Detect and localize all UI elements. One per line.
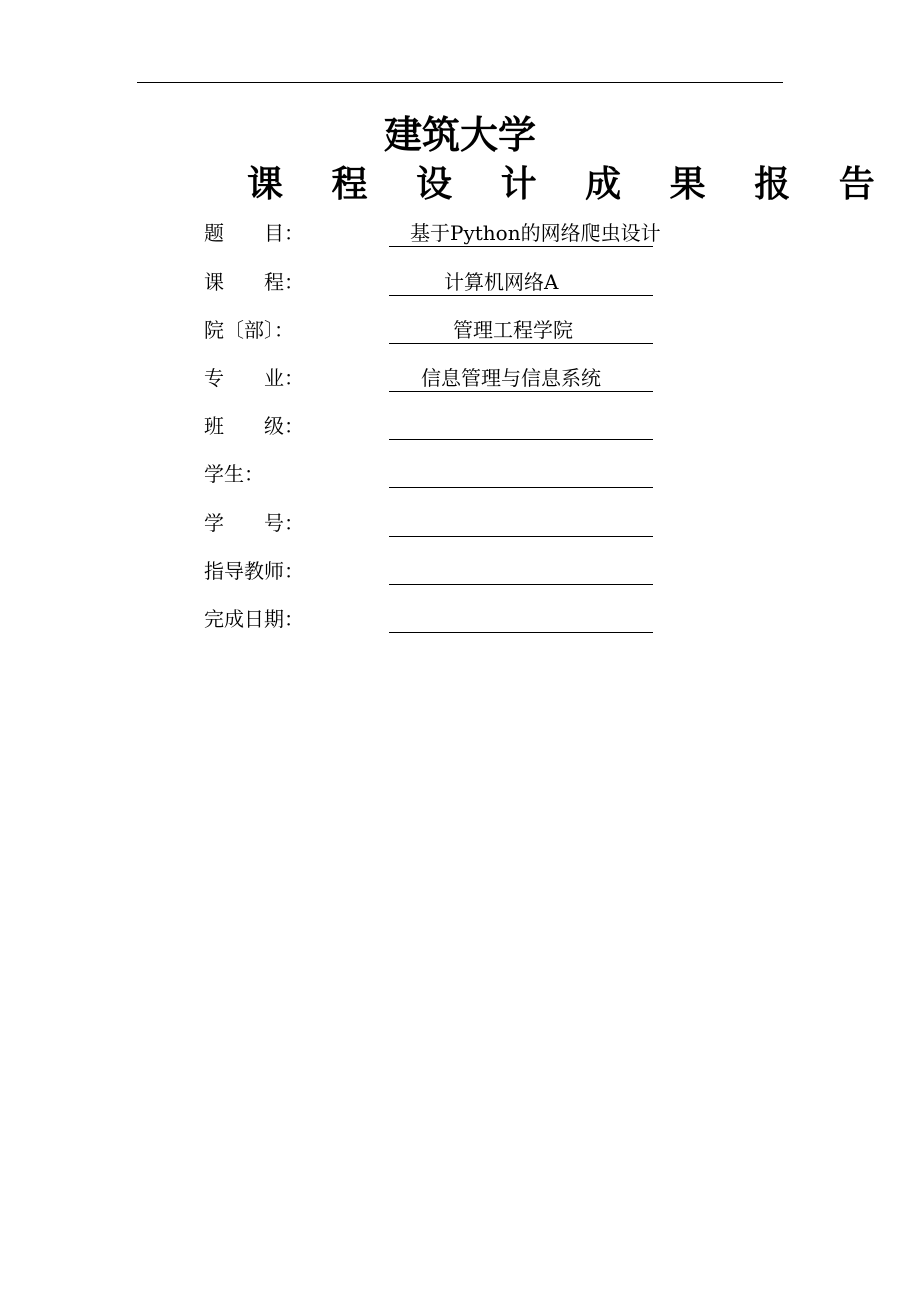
field-row-advisor	[0, 557, 920, 597]
field-label-student-id: 学 号：	[204, 511, 304, 535]
field-row-student	[0, 460, 920, 500]
field-value-department: 管理工程学院	[453, 318, 573, 342]
field-row-course	[0, 268, 920, 308]
university-name: 建筑大学	[383, 113, 536, 157]
field-row-department	[0, 316, 920, 356]
field-underline-student-id	[389, 536, 653, 537]
field-label-student: 学生：	[204, 462, 264, 486]
field-underline-advisor	[389, 584, 653, 585]
field-label-major: 专 业：	[204, 366, 304, 390]
field-label-course: 课 程：	[204, 270, 304, 294]
field-underline-class	[389, 439, 653, 440]
report-title: 课 程 设 计 成 果 报 告	[247, 164, 893, 205]
field-label-department: 院〔部〕：	[204, 318, 294, 342]
field-value-course: 计算机网络A	[444, 270, 559, 294]
field-underline-completion-date	[389, 632, 653, 633]
field-value-topic: 基于Python的网络爬虫设计	[410, 221, 661, 245]
field-row-student-id	[0, 509, 920, 549]
field-value-major: 信息管理与信息系统	[421, 366, 601, 390]
field-underline-student	[389, 487, 653, 488]
field-label-topic: 题 目：	[204, 221, 304, 245]
header-rule	[137, 82, 783, 83]
field-row-completion-date	[0, 605, 920, 645]
field-row-class	[0, 412, 920, 452]
field-label-class: 班 级：	[204, 414, 304, 438]
field-label-completion-date: 完成日期：	[204, 607, 304, 631]
field-row-topic	[0, 219, 920, 259]
field-label-advisor: 指导教师：	[204, 559, 304, 583]
field-row-major	[0, 364, 920, 404]
